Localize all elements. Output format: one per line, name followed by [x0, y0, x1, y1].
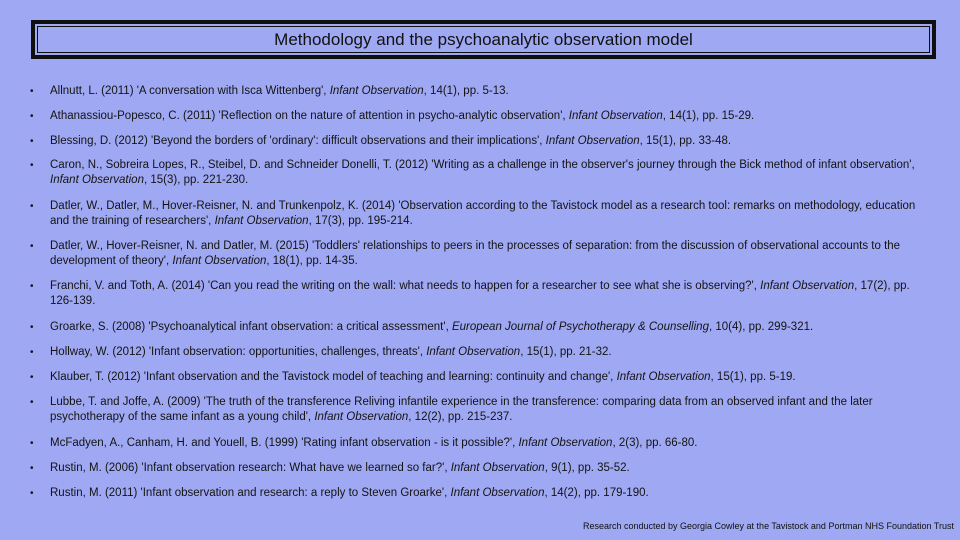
- reference-volume-pages: , 14(2), pp. 179-190.: [544, 487, 649, 499]
- reference-item: [30, 436, 930, 451]
- bullet-icon: •: [30, 136, 34, 147]
- bullet-icon: •: [30, 86, 34, 97]
- reference-volume-pages: , 17(3), pp. 195-214.: [308, 215, 413, 227]
- reference-journal: Infant Observation: [518, 437, 613, 449]
- reference-volume-pages: , 15(1), pp. 21-32.: [520, 346, 612, 358]
- bullet-icon: •: [30, 347, 34, 358]
- reference-citation: Datler, W., Hover-Reisner, N. and Datler, M. (2015) 'Toddlers' relationships to peers in the processes of separation: from the discussion of observational accounts to the development of theory',: [50, 240, 901, 267]
- title-box: [31, 20, 936, 59]
- reference-citation: Groarke, S. (2008) 'Psychoanalytical infant observation: a critical assessment',: [50, 321, 452, 333]
- reference-journal: Infant Observation: [329, 85, 424, 97]
- reference-item: [30, 109, 930, 124]
- reference-citation: Rustin, M. (2006) 'Infant observation research: What have we learned so far?',: [50, 462, 451, 474]
- bullet-icon: •: [30, 322, 34, 333]
- bullet-icon: •: [30, 438, 34, 449]
- reference-item: [30, 84, 930, 99]
- bullet-icon: •: [30, 488, 34, 499]
- reference-journal: Infant Observation: [616, 371, 711, 383]
- reference-item: [30, 199, 930, 229]
- bullet-icon: •: [30, 463, 34, 474]
- reference-text: [50, 109, 930, 124]
- reference-volume-pages: , 15(1), pp. 5-19.: [710, 371, 796, 383]
- footer-credit: Research conducted by Georgia Cowley at the Tavistock and Portman NHS Foundation Trust: [582, 521, 954, 531]
- reference-text: [50, 134, 930, 149]
- reference-journal: Infant Observation: [545, 135, 640, 147]
- bullet-icon: •: [30, 372, 34, 383]
- reference-volume-pages: , 14(1), pp. 15-29.: [662, 110, 755, 122]
- reference-item: [30, 239, 930, 269]
- reference-journal: Infant Observation: [50, 174, 144, 186]
- reference-citation: Caron, N., Sobreira Lopes, R., Steibel, D. and Schneider Donelli, T. (2012) 'Writing as a challenge in the observer's journey through the Bick method of infant observation',: [50, 159, 915, 171]
- reference-volume-pages: , 2(3), pp. 66-80.: [612, 437, 698, 449]
- reference-citation: Datler, W., Datler, M., Hover-Reisner, N. and Trunkenpolz, K. (2014) 'Observation according to the Tavistock model as a research tool: remarks on methodology, education and the training of researchers',: [50, 200, 916, 227]
- reference-text: [50, 199, 930, 229]
- reference-item: [30, 320, 930, 335]
- reference-citation: Allnutt, L. (2011) 'A conversation with Isca Wittenberg',: [50, 85, 330, 97]
- reference-text: [50, 320, 930, 335]
- reference-text: [50, 239, 930, 269]
- reference-item: [30, 134, 930, 149]
- reference-item: [30, 279, 930, 309]
- reference-item: [30, 395, 930, 425]
- reference-journal: Infant Observation: [426, 346, 521, 358]
- bullet-icon: •: [30, 111, 34, 122]
- reference-volume-pages: , 9(1), pp. 35-52.: [544, 462, 630, 474]
- reference-journal: Infant Observation: [760, 280, 855, 292]
- reference-citation: Hollway, W. (2012) 'Infant observation: opportunities, challenges, threats',: [50, 346, 427, 358]
- reference-text: [50, 436, 930, 451]
- reference-item: [30, 345, 930, 360]
- reference-text: [50, 486, 930, 501]
- reference-text: [50, 461, 930, 476]
- reference-volume-pages: , 15(1), pp. 33-48.: [639, 135, 732, 147]
- reference-item: [30, 370, 930, 385]
- bullet-icon: •: [30, 281, 34, 292]
- reference-volume-pages: , 12(2), pp. 215-237.: [408, 411, 513, 423]
- reference-item: [30, 486, 930, 501]
- reference-text: [50, 395, 930, 425]
- reference-text: [50, 370, 930, 385]
- reference-journal: Infant Observation: [314, 411, 409, 423]
- bullet-icon: •: [30, 241, 34, 252]
- reference-volume-pages: , 10(4), pp. 299-321.: [708, 321, 814, 333]
- reference-citation: Lubbe, T. and Joffe, A. (2009) 'The truth of the transference Reliving infantile experience in the transference: comparing data from an observed infant and the later psychotherapy of the same infant as a young child',: [50, 396, 873, 423]
- reference-citation: Athanassiou-Popesco, C. (2011) 'Reflection on the nature of attention in psycho-analytic observation',: [50, 110, 569, 122]
- reference-text: [50, 345, 930, 360]
- reference-volume-pages: , 15(3), pp. 221-230.: [143, 174, 249, 186]
- reference-item: [30, 158, 930, 188]
- reference-journal: Infant Observation: [450, 487, 545, 499]
- bullet-icon: •: [30, 397, 34, 408]
- slide-title: Methodology and the psychoanalytic observation model: [274, 29, 693, 49]
- reference-citation: Rustin, M. (2011) 'Infant observation and research: a reply to Steven Groarke',: [50, 487, 451, 499]
- reference-volume-pages: , 14(1), pp. 5-13.: [423, 85, 509, 97]
- reference-text: [50, 279, 930, 309]
- reference-journal: Infant Observation: [568, 110, 663, 122]
- reference-citation: Franchi, V. and Toth, A. (2014) 'Can you read the writing on the wall: what needs to happen for a researcher to see what she is observing?',: [50, 280, 761, 292]
- reference-journal: Infant Observation: [214, 215, 309, 227]
- reference-volume-pages: , 17(2), pp. 126-139.: [50, 280, 910, 307]
- reference-text: [50, 158, 930, 188]
- reference-citation: McFadyen, A., Canham, H. and Youell, B. (1999) 'Rating infant observation - is it possible?',: [50, 437, 519, 449]
- reference-volume-pages: , 18(1), pp. 14-35.: [266, 255, 358, 267]
- reference-citation: Blessing, D. (2012) 'Beyond the borders of 'ordinary': difficult observations and their implications',: [50, 135, 546, 147]
- reference-journal: Infant Observation: [450, 462, 545, 474]
- reference-citation: Klauber, T. (2012) 'Infant observation and the Tavistock model of teaching and learning: continuity and change',: [50, 371, 617, 383]
- reference-journal: Infant Observation: [172, 255, 267, 267]
- reference-journal: European Journal of Psychotherapy & Counselling: [451, 321, 709, 333]
- bullet-icon: •: [30, 160, 34, 171]
- reference-text: [50, 84, 930, 99]
- reference-item: [30, 461, 930, 476]
- bullet-icon: •: [30, 201, 34, 212]
